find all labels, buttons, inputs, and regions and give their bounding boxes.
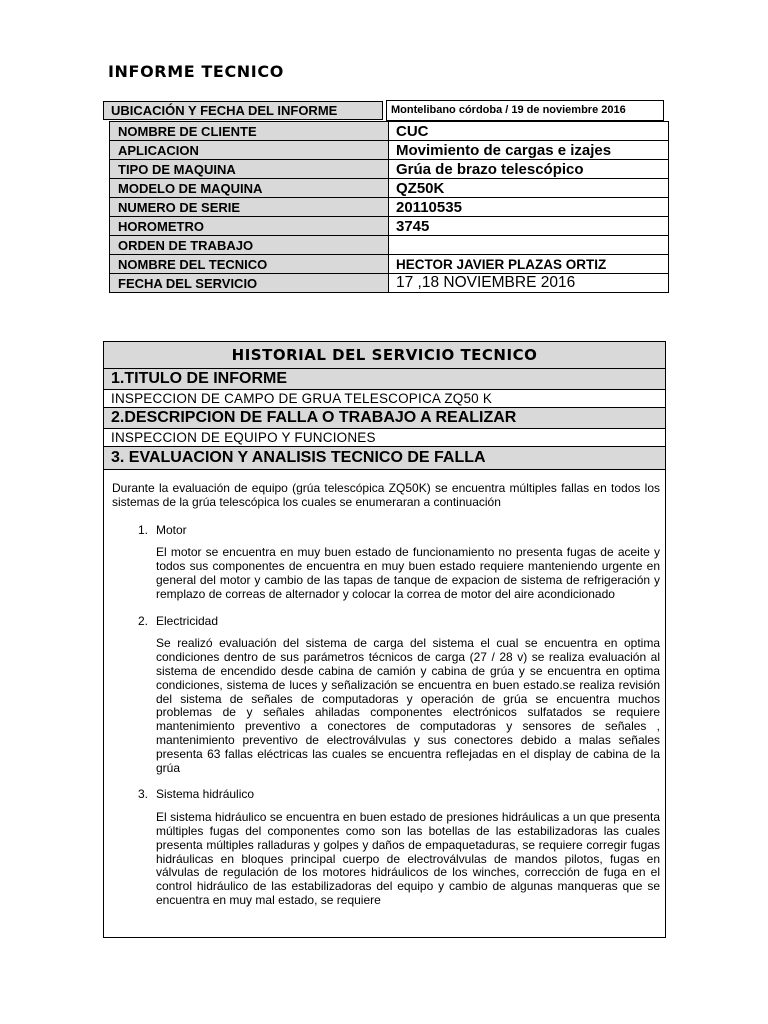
machine-type-label: TIPO DE MAQUINA [110,160,389,179]
application-value: Movimiento de cargas e izajes [389,141,669,160]
serial-number-value: 20110535 [389,198,669,217]
client-name-label: NOMBRE DE CLIENTE [110,122,389,141]
report-title: INFORME TECNICO [108,62,284,81]
service-history-section [103,341,666,938]
table-row [110,160,669,179]
table-row [110,141,669,160]
list-item [112,524,660,602]
table-row [110,198,669,217]
item-number: 1. [137,522,148,537]
table-row [110,255,669,274]
section-title-report: 1.TITULO DE INFORME [104,369,665,390]
item-number: 3. [137,787,148,802]
technician-name-label: NOMBRE DEL TECNICO [110,255,389,274]
history-heading: HISTORIAL DEL SERVICIO TECNICO [104,342,665,369]
hour-meter-value: 3745 [389,217,669,236]
service-date-label: FECHA DEL SERVICIO [110,274,389,293]
table-row [110,217,669,236]
service-date-value: 17 ,18 NOVIEMBRE 2016 [389,274,669,293]
analysis-intro: Durante la evaluación de equipo (grúa telescópica ZQ50K) se encuentra múltiples fallas en todos los sistemas de la grúa telescópica los cuales se enumeraran a continuación [112,481,660,509]
list-item [112,615,660,776]
item-number: 2. [137,613,148,628]
item-title: Motor [156,522,187,537]
section-title-failure: 2.DESCRIPCION DE FALLA O TRABAJO A REALIZAR [104,408,665,429]
work-order-label: ORDEN DE TRABAJO [110,236,389,255]
item-title: Electricidad [156,613,219,628]
machine-info-table [109,121,669,293]
section-text-report: INSPECCION DE CAMPO DE GRUA TELESCOPICA ZQ50 K [104,390,665,408]
location-value: Montelibano córdoba / 19 de noviembre 2016 [386,100,664,121]
table-row [110,122,669,141]
item-text: Se realizó evaluación del sistema de carga del sistema el cual se encuentra en optima condiciones dentro de sus parámetros técnicos de carga (27 / 28 v) se realiza evaluación al sistema de encendido desde cabina de camión y cabina de grúa y se encuentra en optima condiciones, sistema de luces y señalización se encuentra en buen estado.se realiza revisión del sistema de señales de computadoras y operación de grúa se encuentra muchos problemas de y señales ahiladas componentes electrónicos sulfatados se requiere mantenimiento preventivo a conectores de computadoras y sensores de señales , mantenimiento preventivo de electroválvulas y sus conectores debido a malas señales presenta 63 fallas eléctricas las cuales se encuentra reflejadas en el display de cabina de la grúa [156,636,660,775]
machine-type-value: Grúa de brazo telescópico [389,160,669,179]
section-text-failure: INSPECCION DE EQUIPO Y FUNCIONES [104,429,665,447]
technician-name-value: HECTOR JAVIER PLAZAS ORTIZ [389,255,669,274]
hour-meter-label: HOROMETRO [110,217,389,236]
application-label: APLICACION [110,141,389,160]
work-order-value [389,236,669,255]
item-text: El motor se encuentra en muy buen estado de funcionamiento no presenta fugas de aceite y todos sus componentes de encuentra en muy buen estado requiere manteniendo urgente en general del motor y cambio de las tapas de tanque de expacion de sistema de refrigeración y remplazo de correas de alternador y colocar la correa de motor del aire acondicionado [156,545,660,601]
machine-model-value: QZ50K [389,179,669,198]
item-text: El sistema hidráulico se encuentra en buen estado de presiones hidráulicas a un que presenta múltiples fugas del componentes como son las botellas de las estabilizadoras las cuales presenta múltiples ralladuras y golpes y daños de empaquetaduras, se requiere corregir fugas hidráulicas en bloques principal cuerpo de electroválvulas de mandos pilotos, fugas en válvulas de regulación de los motores hidráulicos de los winches, corrección de fuga en el control hidráulico de las estabilizadoras del equipo y cambio de algunas manqueras que se encuentra en muy mal estado, se requiere [156,810,660,907]
table-row [110,236,669,255]
table-row [110,274,669,293]
client-name-value: CUC [389,122,669,141]
serial-number-label: NUMERO DE SERIE [110,198,389,217]
table-row [110,179,669,198]
item-title: Sistema hidráulico [156,787,255,802]
analysis-body [104,470,665,908]
section-title-analysis: 3. EVALUACION Y ANALISIS TECNICO DE FALLA [104,447,665,470]
list-item [112,788,660,907]
location-label: UBICACIÓN Y FECHA DEL INFORME [103,101,383,120]
machine-model-label: MODELO DE MAQUINA [110,179,389,198]
